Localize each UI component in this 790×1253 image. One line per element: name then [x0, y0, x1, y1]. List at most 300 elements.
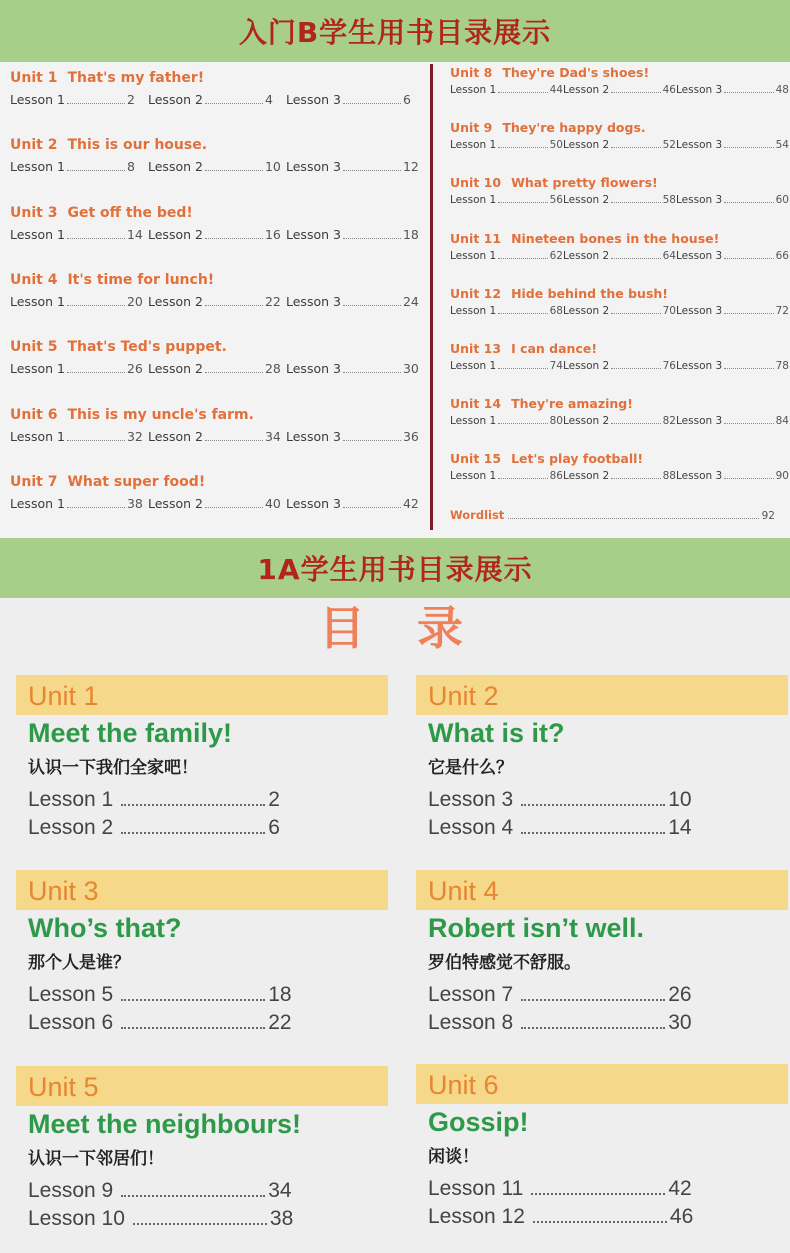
dot-leader	[205, 170, 263, 171]
unit-number: Unit 1	[10, 70, 58, 86]
unit-title	[450, 451, 780, 466]
lesson-label: Lesson 8	[428, 1011, 514, 1034]
lesson-entry	[28, 983, 388, 1011]
lesson-label: Lesson 3	[676, 304, 723, 317]
page-number: 12	[402, 159, 419, 175]
lesson-label: Lesson 1	[450, 249, 497, 262]
lesson-entry	[286, 429, 424, 444]
dot-leader	[67, 170, 125, 171]
top-banner	[0, 0, 790, 62]
unit-card	[16, 1066, 388, 1235]
unit-entry	[450, 451, 789, 483]
lesson-entry	[10, 361, 148, 376]
unit-entry	[10, 137, 420, 175]
dot-leader	[521, 804, 665, 806]
lesson-entry	[563, 470, 676, 482]
lesson-label: Lesson 3	[428, 788, 514, 811]
page-number: 2	[126, 92, 135, 107]
unit-title	[450, 120, 780, 135]
lesson-row	[450, 470, 789, 482]
page-number: 26	[668, 983, 692, 1006]
dot-leader	[67, 440, 125, 441]
unit-chinese-title: 罗伯特感觉不舒服。	[428, 953, 581, 973]
unit-entry	[450, 285, 789, 317]
lesson-entry	[148, 496, 286, 511]
lesson-label: Lesson 2	[148, 495, 203, 511]
page-number: 20	[126, 293, 143, 309]
dot-leader	[611, 313, 660, 314]
lesson-label: Lesson 3	[286, 428, 341, 444]
lesson-entry	[428, 816, 788, 844]
unit-name: Let's play football!	[511, 451, 644, 467]
lesson-label: Lesson 3	[676, 139, 723, 152]
unit-number: Unit 5	[10, 339, 58, 356]
lesson-entry	[676, 84, 789, 96]
unit-entry	[10, 271, 420, 309]
unit-number: Unit 15	[450, 451, 502, 467]
page-number: 38	[269, 1207, 294, 1230]
page-number: 78	[775, 360, 789, 372]
page-number: 70	[662, 304, 676, 317]
lesson-entry	[676, 415, 789, 427]
lesson-entry	[450, 305, 563, 317]
page-number: 6	[402, 92, 411, 107]
unit-number: Unit 7	[10, 473, 58, 490]
unit-card	[416, 675, 788, 844]
lesson-label: Lesson 3	[286, 92, 341, 107]
page-number: 60	[775, 194, 789, 207]
dot-leader	[724, 202, 773, 203]
dot-leader	[533, 1221, 667, 1223]
lesson-label: Lesson 2	[148, 293, 203, 309]
lesson-row	[450, 360, 789, 372]
page-number: 34	[264, 428, 281, 444]
unit-number: Unit 3	[10, 204, 58, 221]
page-number: 10	[668, 788, 692, 811]
dot-leader	[498, 147, 547, 148]
lesson-label: Lesson 1	[10, 92, 65, 107]
unit-number: Unit 10	[450, 175, 502, 191]
page-number: 68	[549, 304, 563, 317]
lesson-label: Lesson 5	[28, 983, 114, 1006]
dot-leader	[343, 507, 401, 508]
lesson-label: Lesson 3	[676, 194, 723, 207]
lesson-entry	[450, 415, 563, 427]
unit-number-bar: Unit 3	[16, 870, 388, 910]
lesson-entry	[563, 250, 676, 262]
unit-name: That's Ted's puppet.	[67, 339, 227, 356]
wordlist-label: Wordlist	[450, 508, 505, 522]
page-number: 8	[126, 159, 135, 175]
lesson-label: Lesson 1	[450, 304, 497, 317]
unit-number-bar: Unit 5	[16, 1066, 388, 1106]
lesson-entry	[286, 361, 424, 376]
lesson-entry	[563, 415, 676, 427]
page-number: 10	[264, 159, 281, 175]
lesson-label: Lesson 1	[10, 428, 65, 444]
lesson-label: Lesson 2	[148, 361, 203, 377]
unit-name: Get off the bed!	[67, 204, 193, 221]
unit-entry	[450, 230, 789, 262]
lesson-row	[10, 92, 424, 107]
unit-english-title: Who’s that?	[28, 913, 182, 943]
page-number: 2	[268, 788, 280, 811]
dot-leader	[498, 258, 547, 259]
page-number: 22	[268, 1011, 292, 1034]
dot-leader	[121, 1027, 265, 1029]
unit-english-title: What is it?	[428, 718, 565, 748]
unit-number: Unit 11	[450, 230, 502, 246]
lesson-entry	[286, 294, 424, 309]
lesson-entry	[148, 294, 286, 309]
lesson-label: Lesson 4	[428, 816, 514, 839]
lesson-entry	[450, 250, 563, 262]
lesson-label: Lesson 2	[563, 84, 610, 96]
unit-english-title: Meet the family!	[28, 718, 233, 748]
dot-leader	[67, 372, 125, 373]
unit-english-title: Robert isn’t well.	[428, 913, 645, 943]
page-number: 88	[662, 470, 676, 483]
lesson-label: Lesson 2	[563, 470, 610, 483]
lesson-list	[16, 1179, 388, 1235]
lesson-label: Lesson 1	[28, 788, 114, 811]
page-number: 28	[264, 361, 281, 377]
dot-leader	[611, 423, 660, 424]
lesson-entry	[563, 139, 676, 151]
lesson-entry	[286, 227, 424, 242]
unit-entry	[10, 204, 420, 242]
lesson-entry	[28, 1011, 388, 1039]
lesson-label: Lesson 1	[450, 470, 497, 483]
dot-leader	[67, 103, 125, 104]
unit-title	[10, 272, 420, 288]
lesson-entry	[450, 84, 563, 96]
lesson-label: Lesson 1	[450, 415, 497, 428]
lesson-row	[10, 159, 424, 174]
lesson-entry	[676, 194, 789, 206]
lesson-entry	[286, 159, 424, 174]
unit-card	[16, 870, 388, 1039]
lesson-label: Lesson 7	[428, 983, 514, 1006]
dot-leader	[343, 103, 401, 104]
page-number: 14	[668, 816, 692, 839]
lesson-label: Lesson 2	[148, 226, 203, 242]
page-number: 18	[268, 983, 292, 1006]
dot-leader	[611, 258, 660, 259]
lesson-label: Lesson 3	[286, 293, 341, 309]
lesson-list	[416, 788, 788, 844]
dot-leader	[508, 518, 758, 519]
page-number: 72	[775, 304, 789, 317]
wordlist-entry	[450, 508, 775, 522]
lesson-entry	[450, 470, 563, 482]
unit-title	[10, 407, 420, 423]
unit-name: This is my uncle's farm.	[67, 406, 254, 423]
lesson-label: Lesson 3	[286, 361, 341, 377]
lesson-label: Lesson 10	[28, 1207, 125, 1230]
unit-chinese-title: 那个人是谁？	[28, 953, 130, 973]
lesson-entry	[428, 983, 788, 1011]
dot-leader	[343, 238, 401, 239]
lesson-label: Lesson 1	[450, 360, 497, 372]
page-number: 36	[402, 428, 419, 444]
lesson-entry	[10, 429, 148, 444]
lesson-list	[16, 788, 388, 844]
lesson-label: Lesson 2	[148, 159, 203, 175]
lesson-entry	[148, 227, 286, 242]
lesson-entry	[676, 305, 789, 317]
unit-chinese-title: 闲谈！	[428, 1147, 479, 1167]
lesson-label: Lesson 2	[563, 194, 610, 207]
page-number: 86	[549, 470, 563, 483]
top-banner-title: 入门B学生用书目录展示	[238, 16, 552, 49]
page-number: 22	[264, 293, 281, 309]
page-number: 26	[126, 361, 143, 377]
dot-leader	[521, 999, 665, 1001]
page-number: 6	[268, 816, 280, 839]
page-number: 66	[775, 249, 789, 262]
unit-english-title: Gossip!	[428, 1107, 529, 1137]
unit-entry	[450, 175, 789, 207]
dot-leader	[521, 832, 665, 834]
dot-leader	[121, 804, 265, 806]
dot-leader	[121, 1195, 265, 1197]
lesson-list	[416, 1177, 788, 1233]
lesson-label: Lesson 3	[676, 360, 723, 372]
unit-number-bar: Unit 4	[416, 870, 788, 910]
unit-number-bar: Unit 1	[16, 675, 388, 715]
unit-name: I can dance!	[511, 341, 598, 356]
dot-leader	[611, 478, 660, 479]
dot-leader	[343, 440, 401, 441]
unit-entry	[10, 473, 420, 511]
lesson-row	[450, 139, 789, 151]
page-number: 76	[662, 360, 676, 372]
dot-leader	[724, 423, 773, 424]
unit-entry	[450, 65, 789, 96]
dot-leader	[121, 832, 265, 834]
lesson-entry	[148, 159, 286, 174]
page-number: 4	[264, 92, 273, 107]
dot-leader	[343, 372, 401, 373]
unit-english-title: Meet the neighbours!	[28, 1109, 302, 1139]
lesson-entry	[676, 250, 789, 262]
lesson-entry	[676, 470, 789, 482]
lesson-entry	[10, 227, 148, 242]
lesson-label: Lesson 1	[450, 84, 497, 96]
lesson-row	[450, 250, 789, 262]
unit-chinese-title: 它是什么？	[428, 758, 513, 778]
lesson-label: Lesson 11	[428, 1177, 524, 1200]
dot-leader	[611, 92, 660, 93]
page-number: 48	[775, 84, 789, 96]
lesson-row	[10, 361, 424, 376]
lesson-label: Lesson 3	[286, 495, 341, 511]
unit-number: Unit 12	[450, 285, 502, 301]
dot-leader	[205, 440, 263, 441]
unit-card	[416, 870, 788, 1039]
lesson-label: Lesson 2	[563, 249, 610, 262]
page-number: 32	[126, 428, 143, 444]
lesson-label: Lesson 1	[10, 293, 65, 309]
unit-title	[450, 396, 780, 411]
unit-card	[16, 675, 388, 844]
lesson-entry	[148, 92, 286, 107]
unit-name: This is our house.	[67, 137, 208, 154]
unit-number-bar: Unit 6	[416, 1064, 788, 1104]
dot-leader	[724, 92, 773, 93]
unit-name: Nineteen bones in the house!	[511, 230, 720, 246]
dot-leader	[133, 1223, 267, 1225]
unit-name: It's time for lunch!	[67, 271, 215, 288]
page-number: 44	[549, 84, 563, 96]
unit-entry	[10, 406, 420, 444]
lesson-entry	[450, 194, 563, 206]
dot-leader	[343, 305, 401, 306]
lesson-row	[10, 496, 424, 511]
unit-title	[10, 474, 420, 490]
page-number: 58	[662, 194, 676, 207]
lesson-entry	[428, 1177, 788, 1205]
unit-number: Unit 4	[10, 271, 58, 288]
lesson-label: Lesson 6	[28, 1011, 114, 1034]
lesson-label: Lesson 12	[428, 1205, 525, 1228]
lesson-entry	[28, 1207, 388, 1235]
lesson-row	[450, 305, 789, 317]
unit-title	[10, 205, 420, 221]
page-number: 90	[775, 470, 789, 483]
unit-entry	[450, 120, 789, 152]
unit-title	[10, 137, 420, 153]
lesson-label: Lesson 3	[676, 249, 723, 262]
page-number: 82	[662, 415, 676, 428]
unit-number: Unit 14	[450, 396, 502, 412]
lesson-entry	[563, 305, 676, 317]
unit-number: Unit 9	[450, 120, 493, 136]
dot-leader	[724, 147, 773, 148]
lesson-entry	[428, 1011, 788, 1039]
lesson-label: Lesson 2	[563, 415, 610, 428]
page-number: 62	[549, 249, 563, 262]
lesson-label: Lesson 3	[676, 470, 723, 483]
lesson-label: Lesson 1	[10, 361, 65, 377]
lesson-label: Lesson 3	[286, 226, 341, 242]
lesson-entry	[676, 360, 789, 372]
lesson-entry	[28, 1179, 388, 1207]
lesson-label: Lesson 2	[563, 139, 610, 152]
unit-number: Unit 6	[10, 406, 58, 423]
lesson-entry	[676, 139, 789, 151]
lesson-entry	[28, 816, 388, 844]
page-number: 38	[126, 495, 143, 511]
unit-number: Unit 8	[450, 65, 493, 80]
page-number: 18	[402, 226, 419, 242]
dot-leader	[67, 305, 125, 306]
lesson-label: Lesson 1	[10, 226, 65, 242]
dot-leader	[724, 313, 773, 314]
unit-name: Hide behind the bush!	[511, 285, 668, 301]
unit-name: They're amazing!	[511, 396, 633, 412]
column-divider	[430, 64, 433, 530]
lesson-entry	[148, 361, 286, 376]
unit-chinese-title: 认识一下我们全家吧！	[28, 758, 198, 778]
lesson-row	[450, 194, 789, 206]
dot-leader	[498, 423, 547, 424]
unit-title	[450, 341, 780, 356]
lesson-label: Lesson 9	[28, 1179, 114, 1202]
lesson-label: Lesson 1	[450, 194, 497, 207]
unit-entry	[450, 396, 789, 428]
unit-name: That's my father!	[67, 70, 205, 86]
lesson-label: Lesson 2	[563, 360, 610, 372]
lesson-entry	[10, 294, 148, 309]
dot-leader	[343, 170, 401, 171]
lesson-list	[416, 983, 788, 1039]
dot-leader	[611, 368, 660, 369]
unit-chinese-title: 认识一下邻居们！	[28, 1149, 164, 1169]
lesson-row	[10, 227, 424, 242]
bottom-banner	[0, 538, 790, 598]
unit-title	[450, 286, 780, 301]
lesson-entry	[10, 496, 148, 511]
unit-name: They're Dad's shoes!	[502, 65, 650, 80]
page-number: 84	[775, 415, 789, 428]
dot-leader	[724, 258, 773, 259]
dot-leader	[531, 1193, 665, 1195]
lesson-label: Lesson 1	[10, 159, 65, 175]
dot-leader	[121, 999, 265, 1001]
page-number: 50	[549, 139, 563, 152]
bottom-banner-title: 1A学生用书目录展示	[257, 553, 533, 586]
dot-leader	[205, 238, 263, 239]
lesson-label: Lesson 1	[10, 495, 65, 511]
dot-leader	[67, 507, 125, 508]
page-number: 40	[264, 495, 281, 511]
page-number: 52	[662, 139, 676, 152]
unit-entry	[10, 70, 420, 107]
lesson-row	[450, 415, 789, 427]
dot-leader	[724, 368, 773, 369]
lesson-label: Lesson 3	[286, 159, 341, 175]
lesson-entry	[450, 139, 563, 151]
dot-leader	[205, 507, 263, 508]
page-number: 34	[268, 1179, 292, 1202]
page-number: 24	[402, 293, 419, 309]
unit-title	[450, 231, 780, 246]
page-number: 30	[668, 1011, 692, 1034]
page-number: 46	[662, 84, 676, 96]
dot-leader	[205, 103, 263, 104]
page-number: 42	[668, 1177, 692, 1200]
lesson-row	[10, 294, 424, 309]
lesson-label: Lesson 2	[148, 428, 203, 444]
page-number: 54	[775, 139, 789, 152]
unit-title	[10, 339, 420, 355]
unit-card	[416, 1064, 788, 1233]
lesson-entry	[563, 84, 676, 96]
lesson-entry	[10, 159, 148, 174]
lesson-label: Lesson 3	[676, 84, 723, 96]
unit-name: They're happy dogs.	[502, 120, 646, 136]
dot-leader	[205, 305, 263, 306]
dot-leader	[67, 238, 125, 239]
lesson-label: Lesson 1	[450, 139, 497, 152]
page-number: 46	[669, 1205, 694, 1228]
unit-entry	[450, 341, 789, 372]
dot-leader	[498, 478, 547, 479]
dot-leader	[724, 478, 773, 479]
unit-title	[450, 175, 780, 190]
